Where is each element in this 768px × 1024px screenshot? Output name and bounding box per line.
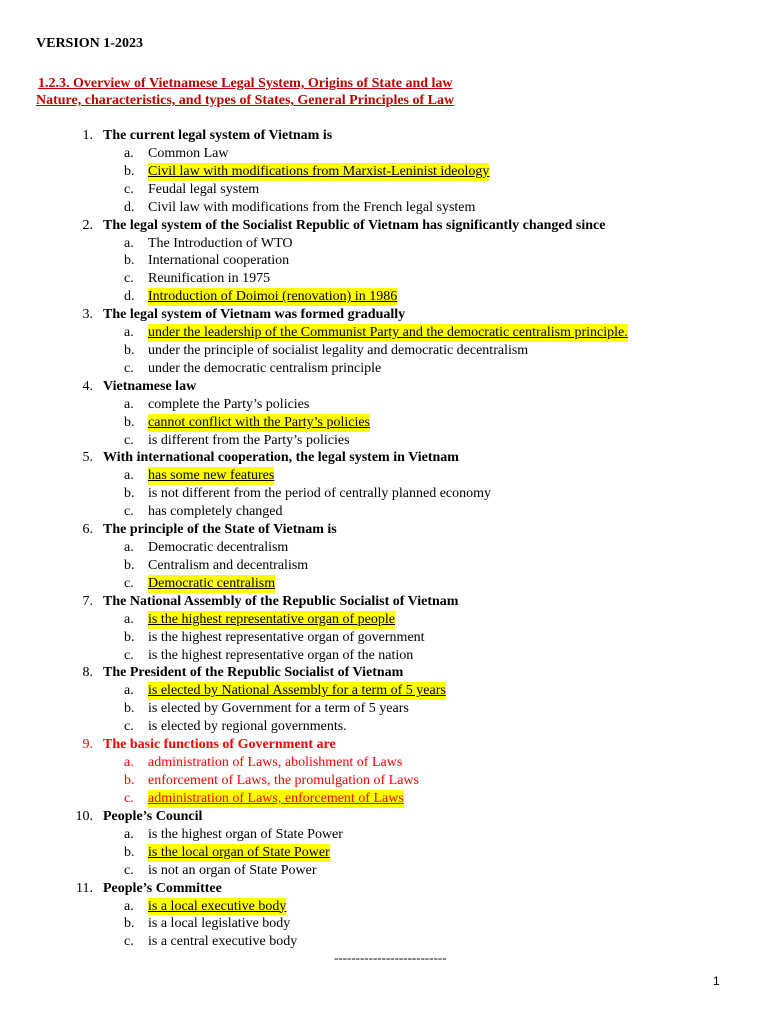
option-letter: c.	[124, 790, 134, 806]
option-letter: a.	[124, 325, 134, 341]
answer-option	[0, 235, 768, 253]
question-text: The legal system of Vietnam was formed gradually	[103, 307, 406, 323]
answer-option	[0, 270, 768, 288]
option-text: is elected by regional governments.	[148, 719, 347, 735]
option-text: is a central executive body	[148, 934, 298, 950]
option-letter: c.	[124, 862, 134, 878]
option-letter: c.	[124, 934, 134, 950]
answer-option	[0, 790, 768, 808]
option-letter: b.	[124, 163, 135, 179]
answer-option	[0, 754, 768, 772]
correct-answer-text: under the leadership of the Communist Party and the democratic centralism principle.	[148, 325, 628, 341]
page-number: 1	[713, 974, 720, 988]
option-letter: a.	[124, 468, 134, 484]
question-number: 5.	[82, 450, 93, 466]
separator-line: --------------------------	[334, 950, 447, 965]
question-number: 4.	[82, 378, 93, 394]
option-letter: c.	[124, 360, 134, 376]
option-letter: c.	[124, 432, 134, 448]
option-letter: a.	[124, 540, 134, 556]
answer-option	[0, 898, 768, 916]
question-text: The President of the Republic Socialist of Vietnam	[103, 665, 404, 681]
correct-answer-text: has some new features	[148, 468, 275, 484]
option-text: Feudal legal system	[148, 181, 260, 197]
answer-option	[0, 181, 768, 199]
question-list	[0, 127, 768, 951]
question-number: 10.	[75, 808, 93, 824]
question-item	[0, 593, 768, 611]
question-number: 8.	[82, 665, 93, 681]
answer-option	[0, 557, 768, 575]
answer-option	[0, 700, 768, 718]
option-letter: b.	[124, 844, 135, 860]
option-letter: a.	[124, 755, 134, 771]
answer-option	[0, 575, 768, 593]
option-text: enforcement of Laws, the promulgation of Laws	[148, 773, 419, 789]
option-text: is a local legislative body	[148, 916, 291, 932]
option-letter: b.	[124, 343, 135, 359]
question-item	[0, 808, 768, 826]
correct-answer-text: administration of Laws, enforcement of Laws	[148, 790, 404, 806]
option-text: Centralism and decentralism	[148, 558, 309, 574]
answer-option	[0, 772, 768, 790]
question-text: Vietnamese law	[103, 378, 197, 394]
option-text: Democratic decentralism	[148, 540, 289, 556]
question-number: 9.	[82, 737, 93, 753]
question-item	[0, 378, 768, 396]
option-text: complete the Party’s policies	[148, 396, 310, 412]
question-number: 11.	[76, 880, 93, 896]
question-text: The National Assembly of the Republic Socialist of Vietnam	[103, 593, 459, 609]
option-letter: c.	[124, 181, 134, 197]
question-text: The current legal system of Vietnam is	[103, 128, 333, 143]
correct-answer-text: Democratic centralism	[148, 575, 276, 591]
answer-option	[0, 414, 768, 432]
question-number: 6.	[82, 522, 93, 538]
question-item	[0, 217, 768, 235]
option-text: is different from the Party’s policies	[148, 432, 350, 448]
answer-option	[0, 163, 768, 181]
option-letter: c.	[124, 575, 134, 591]
answer-option	[0, 682, 768, 700]
answer-option	[0, 145, 768, 163]
answer-option	[0, 826, 768, 844]
question-item	[0, 127, 768, 145]
question-number: 2.	[82, 217, 93, 233]
answer-option	[0, 288, 768, 306]
question-item	[0, 664, 768, 682]
option-letter: c.	[124, 719, 134, 735]
question-text: People’s Council	[103, 808, 203, 824]
option-text: International cooperation	[148, 253, 290, 269]
answer-option	[0, 342, 768, 360]
option-text: under the principle of socialist legality and democratic decentralism	[148, 343, 529, 359]
question-item	[0, 880, 768, 898]
question-text: People’s Committee	[103, 880, 222, 896]
option-letter: b.	[124, 916, 135, 932]
option-letter: a.	[124, 826, 134, 842]
option-text: Civil law with modifications from the French legal system	[148, 199, 476, 215]
question-text: The principle of the State of Vietnam is	[103, 522, 337, 538]
answer-option	[0, 396, 768, 414]
option-letter: c.	[124, 504, 134, 520]
answer-option	[0, 324, 768, 342]
option-text: under the democratic centralism principle	[148, 360, 382, 376]
option-letter: a.	[124, 146, 134, 161]
option-letter: d.	[124, 289, 135, 305]
answer-option	[0, 647, 768, 665]
question-text: With international cooperation, the legal system in Vietnam	[103, 450, 459, 466]
option-text: Reunification in 1975	[148, 271, 271, 287]
option-letter: d.	[124, 199, 135, 215]
answer-option	[0, 915, 768, 933]
option-letter: b.	[124, 558, 135, 574]
correct-answer-text: Civil law with modifications from Marxist-Leninist ideology	[148, 163, 490, 179]
question-item	[0, 736, 768, 754]
option-letter: c.	[124, 647, 134, 663]
option-text: The Introduction of WTO	[148, 235, 293, 251]
answer-option	[0, 718, 768, 736]
question-number: 7.	[82, 593, 93, 609]
option-letter: a.	[124, 396, 134, 412]
option-text: Common Law	[148, 146, 229, 161]
option-text: is the highest organ of State Power	[148, 826, 343, 842]
question-number: 1.	[82, 128, 93, 143]
answer-option	[0, 933, 768, 951]
answer-option	[0, 252, 768, 270]
option-text: is not different from the period of centrally planned economy	[148, 486, 492, 502]
option-letter: b.	[124, 486, 135, 502]
option-letter: b.	[124, 773, 135, 789]
question-text: The legal system of the Socialist Republic of Vietnam has significantly changed since	[103, 217, 606, 233]
answer-option	[0, 611, 768, 629]
correct-answer-text: cannot conflict with the Party’s policies	[148, 414, 371, 430]
answer-option	[0, 360, 768, 378]
option-letter: a.	[124, 611, 134, 627]
question-number: 3.	[82, 307, 93, 323]
answer-option	[0, 629, 768, 647]
option-letter: c.	[124, 271, 134, 287]
option-text: administration of Laws, abolishment of Laws	[148, 755, 403, 771]
option-letter: a.	[124, 898, 134, 914]
correct-answer-text: Introduction of Doimoi (renovation) in 1986	[148, 289, 398, 305]
question-item	[0, 449, 768, 467]
correct-answer-text: is elected by National Assembly for a term of 5 years	[148, 683, 446, 699]
option-text: is elected by Government for a term of 5 years	[148, 701, 409, 717]
option-letter: b.	[124, 414, 135, 430]
correct-answer-text: is a local executive body	[148, 898, 287, 914]
answer-option	[0, 199, 768, 217]
answer-option	[0, 503, 768, 521]
option-text: has completely changed	[148, 504, 283, 520]
answer-option	[0, 862, 768, 880]
option-text: is the highest representative organ of government	[148, 629, 425, 645]
option-text: is not an organ of State Power	[148, 862, 317, 878]
answer-option	[0, 844, 768, 862]
answer-option	[0, 467, 768, 485]
correct-answer-text: is the local organ of State Power	[148, 844, 330, 860]
question-item	[0, 306, 768, 324]
option-letter: a.	[124, 235, 134, 251]
answer-option	[0, 432, 768, 450]
document-version: VERSION 1-2023	[36, 36, 143, 51]
answer-option	[0, 539, 768, 557]
question-text: The basic functions of Government are	[103, 737, 336, 753]
correct-answer-text: is the highest representative organ of people	[148, 611, 395, 627]
option-text: is the highest representative organ of the nation	[148, 647, 414, 663]
option-letter: b.	[124, 253, 135, 269]
section-heading-line-1: 1.2.3. Overview of Vietnamese Legal System, Origins of State and law	[38, 76, 453, 91]
answer-option	[0, 485, 768, 503]
option-letter: a.	[124, 683, 134, 699]
question-item	[0, 521, 768, 539]
option-letter: b.	[124, 629, 135, 645]
section-heading-line-2: Nature, characteristics, and types of States, General Principles of Law	[36, 93, 455, 108]
option-letter: b.	[124, 701, 135, 717]
